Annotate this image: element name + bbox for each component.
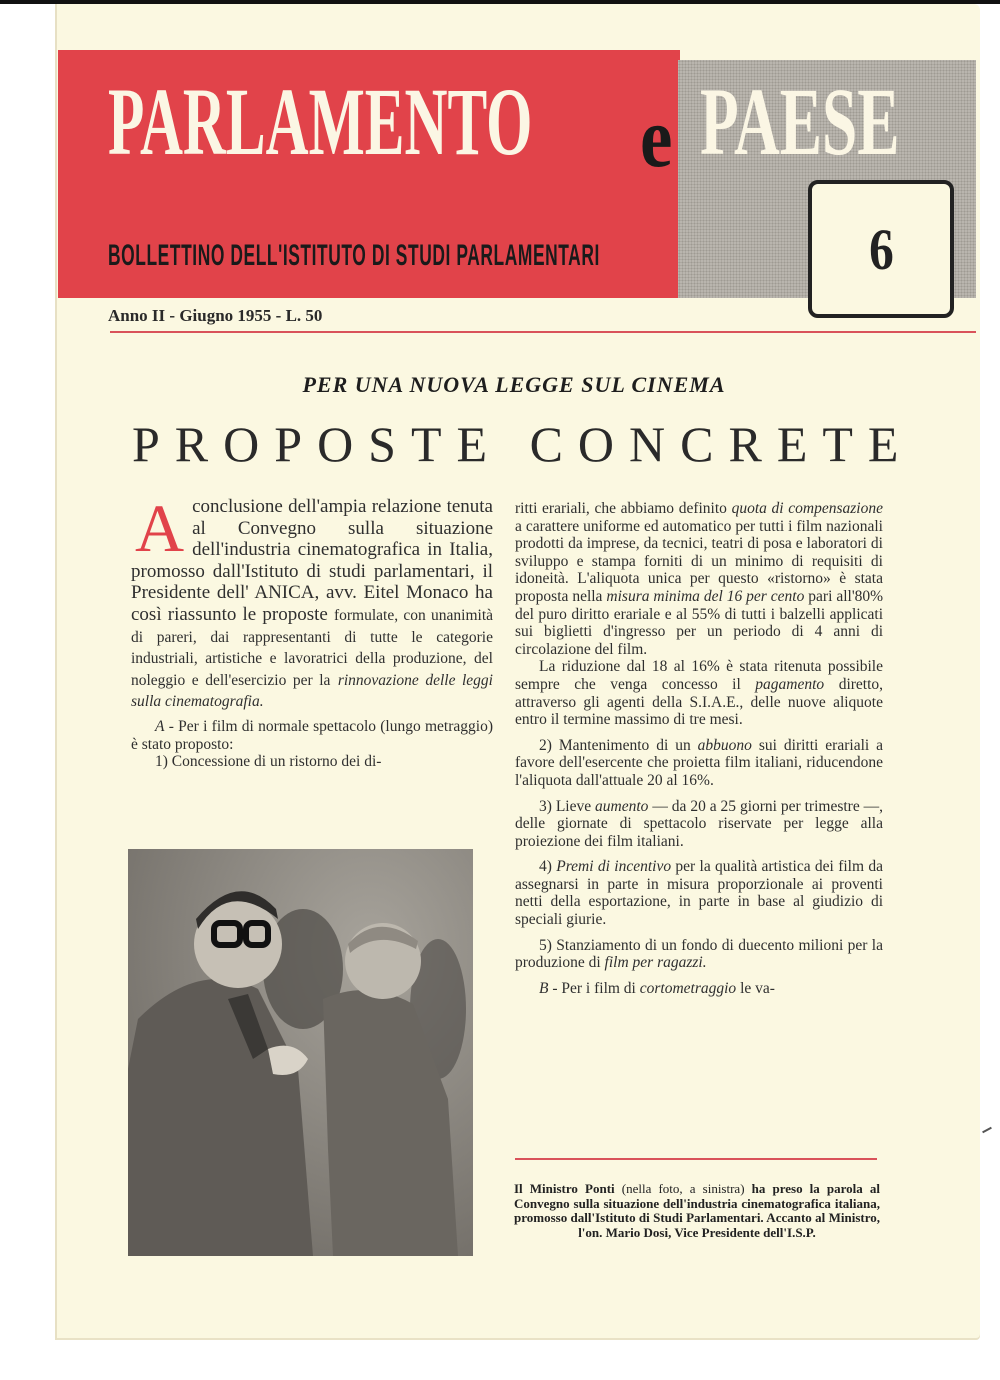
header-rule [110,331,976,333]
item-2-text-a: 2) Mantenimento di un [539,736,691,754]
intro-italic: rinnovazione delle leggi sulla cinematografia. [131,671,493,711]
issue-info: Anno II - Giugno 1955 - L. 50 [108,306,323,325]
masthead-subtitle: BOLLETTINO DELL'ISTITUTO DI STUDI PARLAMENTARI [108,239,600,272]
item-1-text-a: ritti erariali, che abbiamo definito [515,500,727,517]
item-1-continued [515,500,883,658]
scan-mark [982,1127,992,1133]
item-1-italic-b: misura minima del 16 per cento [606,587,805,605]
item-4-text-b: per la qualità artistica dei film da assegnarsi in parte in misura proporzionale ai proventi netti della esportazione, in parte in base al giudizio di speciali giurie. [515,858,883,929]
item-5-italic: film per ragazzi. [604,954,707,972]
item-4-italic: Premi di incentivo [556,858,672,876]
section-b-text-b: le va- [740,979,775,997]
item-4 [515,858,883,928]
drop-cap: A [135,490,185,566]
item-5-text-a: 5) Stanziamento di un fondo di duecento milioni per la produzione di [515,936,883,972]
item-4-text-a: 4) [539,858,552,876]
item-5 [515,937,883,972]
reduction-text-a: La riduzione dal 18 al 16% è stata ritenuta possibile sempre che venga concesso il [515,658,883,693]
article-kicker: PER UNA NUOVA LEGGE SUL CINEMA [302,372,726,397]
photo-minister-ponti-and-dosi [128,849,473,1256]
item-2-text-b: sui diritti erariali a favore dell'esercente che proietta film italiani, riducendone l'aliquota dall'attuale 20 al 16%. [515,736,884,789]
reduction-text-b: diretto, attraverso gli agenti della S.I.A.E., delle nuove aliquote entro il termine massimo di tre mesi. [515,675,884,729]
item-1-text-c: pari all'80% del puro diritto erariale e al 55% di tutti i balzelli applicati sui biglietti d'ingresso per un periodo di 4 anni di circolazione del film. [515,587,884,658]
section-b-italic: cortometraggio [639,979,737,997]
item-3-text-a: 3) Lieve [539,797,592,815]
item-1-text-b: a carattere uniforme ed automatico per tutti i film nazionali prodotti da imprese, da tecnici, teatri di posa e laboratori di sviluppo e stampa forniti di un minimo di requisiti di idoneità. L'aliquota unica per questo «ristorno» è stata proposta nella [515,517,883,605]
photo-image [128,849,473,1256]
section-a [131,718,493,753]
section-b-text-a: - Per i film di [552,979,636,997]
article-headline: PROPOSTE CONCRETE [132,416,914,472]
article-column-left [131,490,494,771]
caption-light: (nella foto, a sinistra) [621,1181,745,1196]
intro-text: formulate, con unanimità di pareri, dai rappresentanti di tutte le categorie industriali, artistiche e lavoratrici della produzione, del noleggio e dell'esercizio per la [131,606,494,689]
caption-bold-b: ha preso la parola al Convegno sulla situazione dell'industria cinematografica italiana, promosso dall'Istituto di Studi Parlamentari. Accanto al Ministro, l'on. Mario Dosi, Vice Presidente dell'I.S.P. [514,1181,880,1240]
item-2-italic: abbuono [697,736,752,754]
section-a-text: - Per i film di normale spettacolo (lungo metraggio) è stato proposto: [131,717,493,753]
masthead-title-parlamento: PARLAMENTO [108,68,533,175]
section-b [515,980,883,998]
item-1-italic-a: quota di compensazione [731,500,883,517]
item-3-italic: aumento [595,797,649,815]
masthead-title-paese: PAESE [700,68,900,175]
lead-text: conclusione dell'ampia relazione tenuta al Convegno sulla situazione dell'industria cinematografica in Italia, promosso dall'Istituto di studi parlamentari, il Presidente dell' ANICA, avv. Eitel Monaco ha così riassunto le proposte [131,496,493,625]
item-3-text-b: — da 20 a 25 giorni per trimestre —, delle giornate di spettacolo riservate per legge alla proiezione dei film italiani. [515,797,884,850]
issue-number: 6 [868,216,894,282]
masthead-title-conjunction: e [640,89,673,185]
section-b-letter: B [539,979,549,997]
article-column-right [515,500,883,997]
photo-caption [514,1182,880,1240]
caption-bold-a: Il Ministro Ponti [514,1181,615,1196]
caption-rule [515,1158,877,1160]
item-1-start: 1) Concessione di un ristorno dei di- [155,753,382,771]
item-2 [515,737,883,790]
article-lead [131,490,494,712]
issue-number-box [808,180,954,318]
reduction-paragraph [515,658,883,728]
section-a-letter: A [155,717,165,735]
reduction-italic: pagamento [755,675,825,693]
item-3 [515,798,883,851]
